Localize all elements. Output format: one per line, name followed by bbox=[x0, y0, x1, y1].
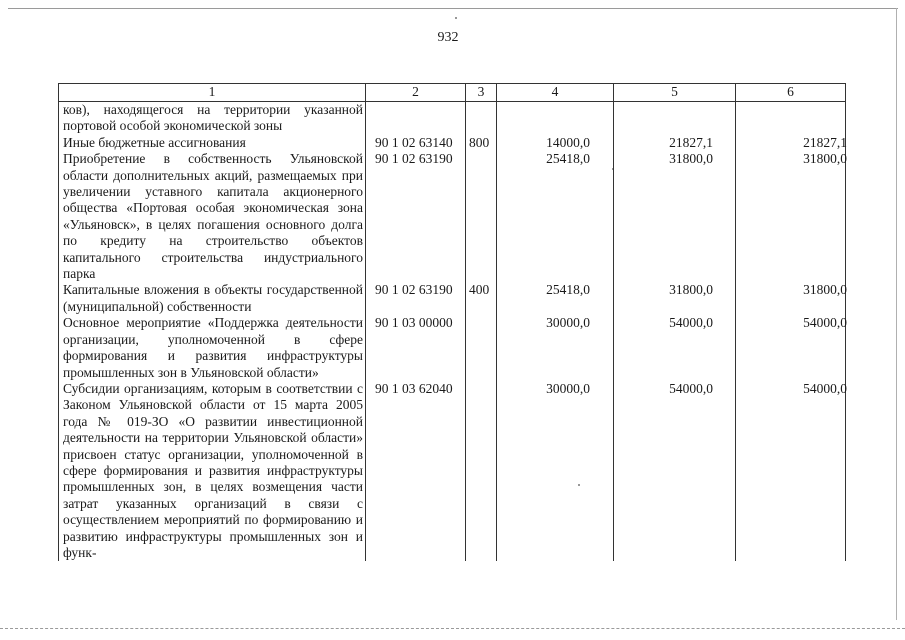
row-name-cell: Приобретение в собственность Ульяновской области дополнительных акций, размещаемых при увеличении уставного капитала акционерного общества «Портовая особая экономическая зона «Ульяновск», в целях погашения основного долга по кредиту на строительство объектов капитального строительства индустриального парка bbox=[59, 151, 366, 282]
scan-edge-top bbox=[8, 8, 898, 9]
scan-edge-bottom bbox=[0, 628, 905, 629]
row-type-cell: 400 bbox=[466, 282, 497, 315]
row-type-cell bbox=[466, 381, 497, 561]
row-type-cell: 800 bbox=[466, 135, 497, 151]
row-value-6-cell bbox=[736, 151, 846, 282]
column-header-2: 2 bbox=[366, 84, 466, 102]
column-header-3: 3 bbox=[466, 84, 497, 102]
row-value-4-cell: 25418,0 bbox=[497, 282, 614, 315]
row-name-cell: Капитальные вложения в объекты государственной (муниципальной) собственности bbox=[59, 282, 366, 315]
row-code-cell: 90 1 02 63140 bbox=[366, 135, 466, 151]
row-code-cell: 90 1 03 00000 bbox=[366, 315, 466, 381]
row-value-6-cell bbox=[736, 381, 846, 561]
row-value-5-cell: 21827,1 bbox=[614, 135, 736, 151]
row-value-6-text: 31800,0 bbox=[803, 282, 847, 298]
row-code-cell: 90 1 02 63190 bbox=[366, 282, 466, 315]
row-type-cell bbox=[466, 315, 497, 381]
row-value-4-cell: 25418,0 bbox=[497, 151, 614, 282]
row-value-6-text: 21827,1 bbox=[803, 134, 847, 150]
table-row bbox=[59, 381, 846, 561]
row-value-5-cell: 54000,0 bbox=[614, 315, 736, 381]
budget-table bbox=[58, 83, 846, 561]
row-type-cell bbox=[466, 151, 497, 282]
row-value-6-cell bbox=[736, 315, 846, 381]
row-value-4-cell bbox=[497, 102, 614, 135]
table-row bbox=[59, 151, 846, 282]
table-row bbox=[59, 135, 846, 151]
column-header-4: 4 bbox=[497, 84, 614, 102]
row-value-6-text: 54000,0 bbox=[803, 380, 847, 396]
row-name-cell: Субсидии организациям, которым в соответствии с Законом Ульяновской области от 15 марта 2005 года № 019-ЗО «О развитии инвестиционной деятельности на территории Ульяновской области» присвоен статус организации, уполномоченной в сфере формирования и развития инфраструктуры промышленных зон, в целях возмещения части затрат указанных организаций в связи с осуществлением мероприятий по формированию и развитию инфраструктуры промышленных зон и функ- bbox=[59, 381, 366, 561]
row-value-4-cell: 30000,0 bbox=[497, 381, 614, 561]
column-header-1: 1 bbox=[59, 84, 366, 102]
row-value-6-text: 54000,0 bbox=[803, 315, 847, 331]
row-value-4-cell: 14000,0 bbox=[497, 135, 614, 151]
row-value-4-cell: 30000,0 bbox=[497, 315, 614, 381]
row-value-5-cell: 31800,0 bbox=[614, 282, 736, 315]
row-value-5-cell: 31800,0 bbox=[614, 151, 736, 282]
table-row bbox=[59, 315, 846, 381]
row-value-6-cell bbox=[736, 282, 846, 315]
table-row bbox=[59, 282, 846, 315]
row-type-cell bbox=[466, 102, 497, 135]
page-number: 932 bbox=[437, 30, 459, 45]
row-value-5-cell: 54000,0 bbox=[614, 381, 736, 561]
row-value-6-cell bbox=[736, 135, 846, 151]
scan-speck bbox=[455, 17, 457, 19]
row-name-cell: ков), находящегося на территории указанной портовой особой экономической зоны bbox=[59, 102, 366, 135]
row-code-cell: 90 1 02 63190 bbox=[366, 151, 466, 282]
table-header-row bbox=[59, 84, 846, 102]
row-value-6-cell bbox=[736, 102, 846, 135]
table-row bbox=[59, 102, 846, 135]
row-value-5-cell bbox=[614, 102, 736, 135]
row-name-cell: Основное мероприятие «Поддержка деятельности организации, уполномоченной в сфере формирования и развития инфраструктуры промышленных зон в Ульяновской области» bbox=[59, 315, 366, 381]
column-header-5: 5 bbox=[614, 84, 736, 102]
row-name-cell: Иные бюджетные ассигнования bbox=[59, 135, 366, 151]
budget-table-wrapper bbox=[58, 83, 846, 561]
column-header-6: 6 bbox=[736, 84, 846, 102]
row-code-cell bbox=[366, 102, 466, 135]
row-value-6-text: 31800,0 bbox=[803, 151, 847, 167]
scan-edge-right bbox=[896, 8, 897, 620]
row-code-cell: 90 1 03 62040 bbox=[366, 381, 466, 561]
